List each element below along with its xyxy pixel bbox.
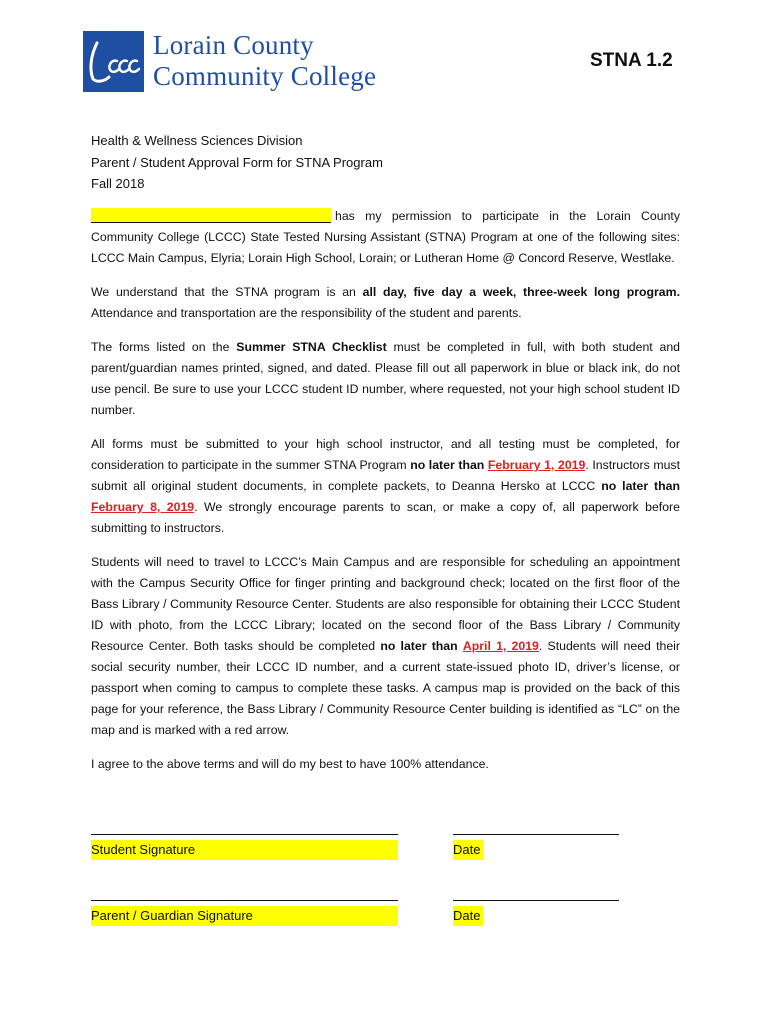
lccc-logo-mark — [83, 31, 144, 92]
program-paragraph: We understand that the STNA program is an all day, five day a week, three-week long program. Attendance and transportation are the responsibility of the student and parents. — [91, 285, 680, 320]
form-body — [91, 206, 680, 788]
college-name-line2: Community College — [153, 61, 377, 91]
term: Fall 2018 — [91, 176, 145, 191]
parent-signature-block — [91, 900, 619, 930]
forms-paragraph: The forms listed on the Summer STNA Checklist must be completed in full, with both student and parent/guardian names printed, signed, and dated. Please fill out all paperwork in blue or black ink, do not use pencil. Be sure to use your LCCC student ID number, where requested, not your high school student ID number. — [91, 340, 681, 417]
student-signature-line[interactable] — [91, 834, 398, 835]
deadline-paragraph: All forms must be submitted to your high school instructor, and all testing must be completed, for consideration to participate in the summer STNA Program no later than February 1, 2019. Instructors must submit all original student documents, in complete packets, to Deanna Hersko at LCCC no later than February 8, 2019. We strongly encourage parents to scan, or make a copy of, all paperwork before submitting to instructors. — [91, 437, 680, 535]
permission-paragraph: has my permission to participate in the Lorain County Community College (LCCC) State Tested Nursing Assistant (STNA) Program at one of the following sites: LCCC Main Campus, Elyria; Lorain High School, Lorain; or Lutheran Home @ Concord Reserve, Westlake. — [91, 209, 680, 265]
parent-date-line[interactable] — [453, 900, 619, 901]
deadline-date-3: April 1, 2019 — [462, 639, 539, 653]
student-signature-label: Student Signature — [91, 840, 398, 860]
student-date-line[interactable] — [453, 834, 619, 835]
college-name — [153, 30, 376, 92]
deadline-date-2: February 8, 2019 — [91, 500, 195, 514]
college-name-line1: Lorain County — [153, 30, 314, 60]
form-title: Parent / Student Approval Form for STNA Program — [91, 154, 383, 170]
parent-date-label: Date — [453, 906, 483, 926]
document-code: STNA 1.2 — [590, 50, 673, 71]
student-name-field[interactable] — [91, 208, 331, 223]
parent-signature-label: Parent / Guardian Signature — [91, 906, 398, 926]
document-header — [91, 130, 383, 195]
campus-paragraph: Students will need to travel to LCCC’s Main Campus and are responsible for scheduling an appointment with the Campus Security Office for finger printing and background check; located on the first floor of the Bass Library / Community Resource Center. Students are also responsible for obtaining their LCCC Student ID with photo, from the LCCC Library; located on the second floor of the Bass Library / Community Resource Center. Both tasks should be completed no later than April 1, 2019. Students will need their social security number, their LCCC ID number, and a current state-issued photo ID, driver’s license, or passport when coming to campus to complete these tasks. A campus map is provided on the back of this page for your reference, the Bass Library / Community Resource Center building is identified as “LC” on the map and is marked with a red arrow. — [91, 555, 680, 737]
student-date-label: Date — [453, 840, 483, 860]
parent-signature-line[interactable] — [91, 900, 398, 901]
student-signature-block — [91, 834, 619, 864]
deadline-date-1: February 1, 2019 — [487, 458, 586, 472]
agreement-paragraph: I agree to the above terms and will do my best to have 100% attendance. — [91, 757, 489, 771]
division-name: Health & Wellness Sciences Division — [91, 133, 303, 148]
